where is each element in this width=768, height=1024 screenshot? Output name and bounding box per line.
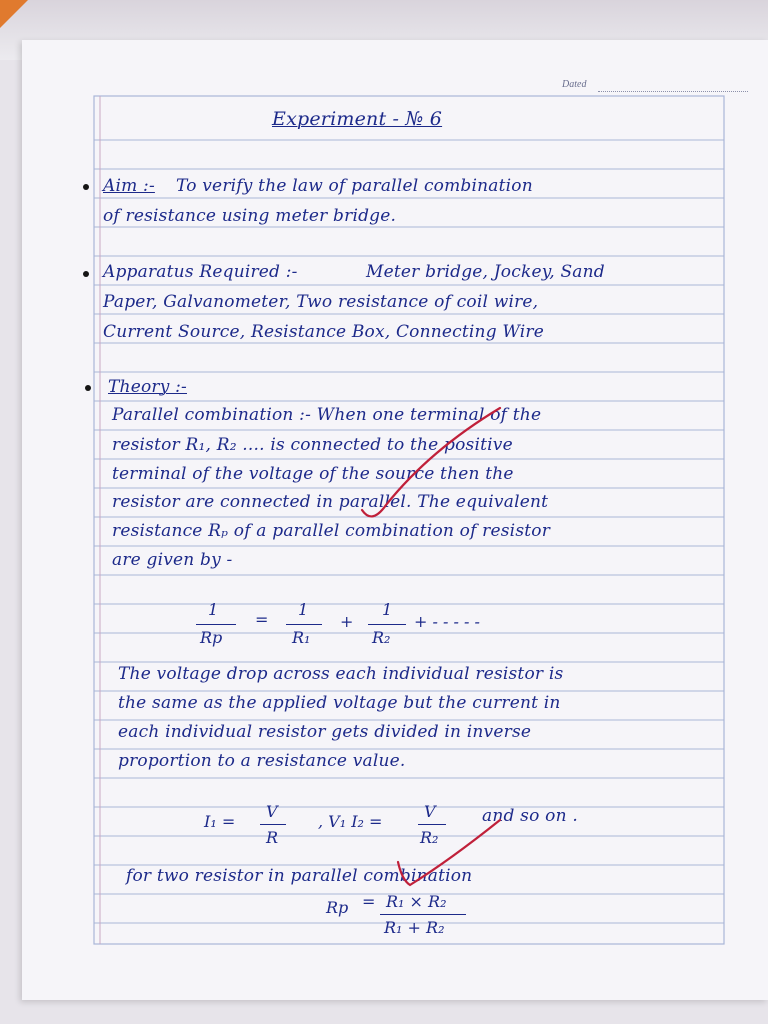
aim-line: To verify the law of parallel combination <box>176 176 533 196</box>
theory-line: Parallel combination :- When one terminal of the <box>112 405 542 425</box>
dated-line <box>598 91 748 92</box>
formula1-term1-numerator: 1 <box>298 600 309 619</box>
formula2-middle: , V₁ I₂ = <box>318 812 383 831</box>
page-title: Experiment - № 6 <box>272 108 443 130</box>
theory-line: resistor are connected in parallel. The equivalent <box>112 492 549 512</box>
formula3-lhs: Rp <box>326 898 349 917</box>
formula2-v2-numerator: V <box>424 802 436 821</box>
dated-label: Dated <box>562 79 587 90</box>
bullet <box>83 271 89 277</box>
formula1-lhs-denominator: Rp <box>200 628 223 647</box>
theory-line: resistor R₁, R₂ .... is connected to the positive <box>112 435 513 455</box>
theory-line: terminal of the voltage of the source then the <box>112 464 514 484</box>
formula2-v1-numerator: V <box>266 802 278 821</box>
theory-line: each individual resistor gets divided in inverse <box>118 722 532 742</box>
theory-line: proportion to a resistance value. <box>118 751 406 771</box>
bullet <box>85 385 91 391</box>
fraction-bar <box>380 914 466 915</box>
apparatus-label: Apparatus Required :- <box>103 262 298 282</box>
aim-label: Aim :- <box>103 176 155 196</box>
fraction-bar <box>286 624 322 625</box>
formula2-v2-denominator: R₂ <box>420 828 439 847</box>
fraction-bar <box>418 824 446 825</box>
formula1-term1-denominator: R₁ <box>292 628 311 647</box>
apparatus-line: Paper, Galvanometer, Two resistance of coil wire, <box>103 292 539 312</box>
fraction-bar <box>196 624 236 625</box>
aim-line: of resistance using meter bridge. <box>103 206 397 226</box>
formula3-denominator: R₁ + R₂ <box>384 918 445 937</box>
fraction-bar <box>260 824 286 825</box>
formula1-tail: + - - - - - <box>414 612 480 631</box>
formula1-term2-numerator: 1 <box>382 600 393 619</box>
formula1-equals: = <box>255 610 269 629</box>
theory-line: the same as the applied voltage but the current in <box>118 693 561 713</box>
bullet <box>83 184 89 190</box>
fraction-bar <box>368 624 406 625</box>
formula2-tail: and so on . <box>482 806 578 826</box>
apparatus-line: Meter bridge, Jockey, Sand <box>366 262 605 282</box>
theory-line: for two resistor in parallel combination <box>126 866 473 886</box>
theory-line: The voltage drop across each individual resistor is <box>118 664 564 684</box>
formula1-term2-denominator: R₂ <box>372 628 391 647</box>
formula3-equals: = <box>362 892 376 911</box>
formula2-i1: I₁ = <box>204 812 236 831</box>
formula1-lhs-numerator: 1 <box>208 600 219 619</box>
formula3-numerator: R₁ × R₂ <box>386 892 447 911</box>
theory-line: are given by - <box>112 550 233 570</box>
theory-label: Theory :- <box>108 377 187 397</box>
formula2-v1-denominator: R <box>266 828 279 847</box>
formula1-plus: + <box>340 612 354 631</box>
theory-line: resistance Rₚ of a parallel combination of resistor <box>112 521 551 541</box>
apparatus-line: Current Source, Resistance Box, Connecting Wire <box>103 322 544 342</box>
